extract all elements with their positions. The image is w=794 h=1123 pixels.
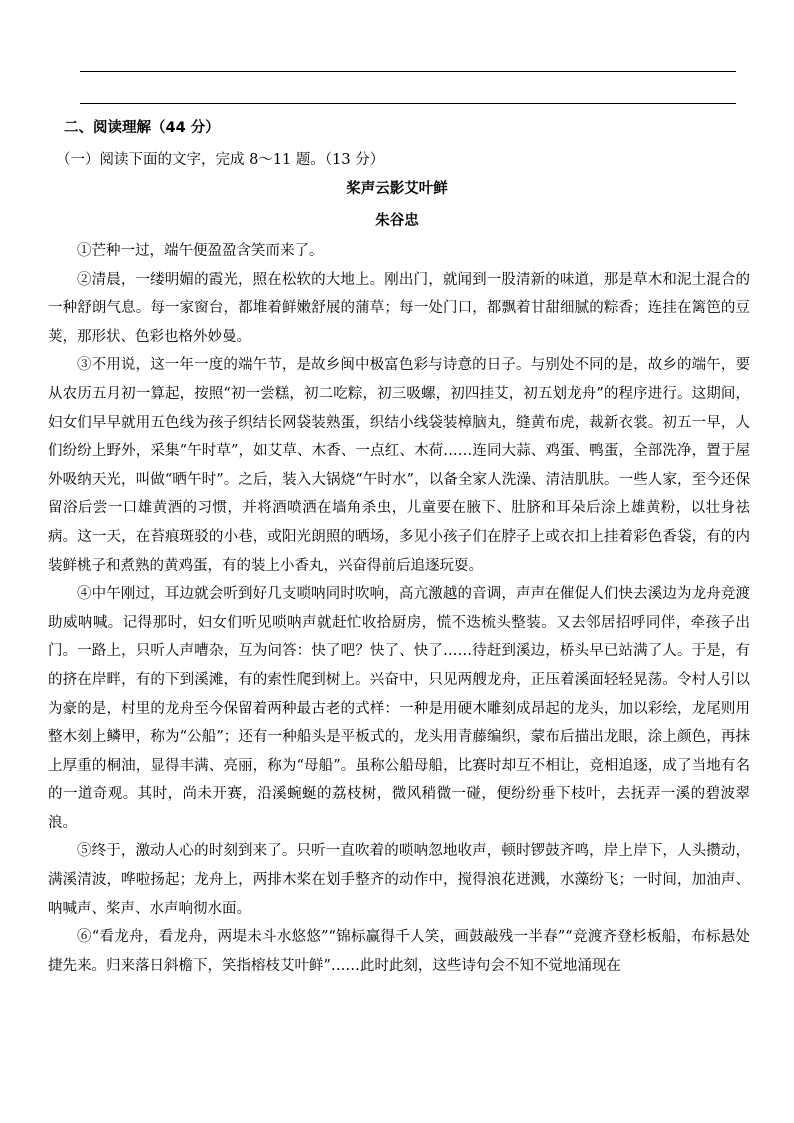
paragraph-5: ⑤终于，激动人心的时刻到来了。只听一直吹着的唢呐忽地收声，顿时锣鼓齐鸣，岸上岸下，人头攒动，满溪清波，哗啦扬起；龙舟上，两排木桨在划手整齐的动作中，搅得浪花迸溅，水藻纷飞；一时间，加油声、呐喊声、桨声、水声响彻水面。 bbox=[48, 843, 750, 917]
sub-heading: （一）阅读下面的文字，完成 8～11 题。（13 分） bbox=[56, 152, 385, 168]
answer-line-2 bbox=[80, 103, 736, 104]
paragraph-1: ①芒种一过，端午便盈盈含笑而来了。 bbox=[77, 243, 324, 259]
paragraph-6: ⑥“看龙舟，看龙舟，两堤未斗水悠悠”“锦标赢得千人笑，画鼓敲残一半春”“竞渡齐登杉板船，布标悬处捷先来。归来落日斜檐下，笑指榕枝艾叶鲜”……此时此刻，这些诗句会不知不觉地涌现在 bbox=[48, 929, 750, 974]
section-heading: 二、阅读理解（44 分） bbox=[64, 120, 220, 136]
paragraph-2: ②清晨，一缕明媚的霞光，照在松软的大地上。刚出门，就闻到一股清新的味道，那是草木和泥土混合的一种舒朗气息。每一家窗台，都堆着鲜嫩舒展的蒲草；每一处门口，都飘着甘甜细腻的粽香；连挂在篱笆的豆荚，那形状、色彩也格外妙曼。 bbox=[48, 271, 750, 345]
answer-line-1 bbox=[80, 71, 736, 72]
article-author: 朱谷忠 bbox=[375, 213, 419, 229]
paragraph-4: ④中午刚过，耳边就会听到好几支唢呐同时吹响，高亢激越的音调，声声在催促人们快去溪边为龙舟竞渡助威呐喊。记得那时，妇女们听见唢呐声就赶忙收拾厨房，慌不迭梳头整装。又去邻居招呼同伴，牵孩子出门。一路上，只听人声嘈杂，互为问答：快了吧？快了、快了……待赶到溪边，桥头早已站满了人。于是，有的挤在岸畔，有的下到溪滩，有的索性爬到树上。兴奋中，只见两艘龙舟，正压着溪面轻轻晃荡。令村人引以为豪的是，村里的龙舟至今保留着两种最古老的式样：一种是用硬木雕刻成昂起的龙头，加以彩绘，龙尾则用整木刻上鳞甲，称为“公船”；还有一种船头是平板式的，龙头用青藤编织，蒙布后描出龙眼，涂上颜色，再抹上厚重的桐油，显得丰满、亮丽，称为“母船”。虽称公船母船，比赛时却互不相让，竞相追逐，成了当地有名的一道奇观。其时，尚未开赛，沿溪蜿蜒的荔枝树，微风稍微一碰，便纷纷垂下枝叶，去抚弄一溪的碧波翠浪。 bbox=[48, 586, 750, 831]
paragraph-3: ③不用说，这一年一度的端午节，是故乡闽中极富色彩与诗意的日子。与别处不同的是，故乡的端午，要从农历五月初一算起，按照“初一尝糕，初二吃粽，初三吸螺，初四挂艾，初五划龙舟”的程序进行。这期间，妇女们早早就用五色线为孩子织结长网袋装熟蛋，织结小线袋装樟脑丸，缝黄布虎，裁新衣裳。初五一早，人们纷纷上野外，采集“午时草”，如艾草、木香、一点红、木荷……连同大蒜、鸡蛋、鸭蛋，全部洗净，置于屋外吸纳天光，叫做“晒午时”。之后，装入大锅烧“午时水”，以备全家人洗澡、清洁肌肤。一些人家，至今还保留浴后尝一口雄黄酒的习惯，并将酒喷洒在墙角杀虫，儿童要在腋下、肚脐和耳朵后涂上雄黄粉，以壮身祛病。这一天，在苔痕斑驳的小巷，或阳光朗照的晒场，多见小孩子们在脖子上或衣扣上挂着彩色香袋，有的内装鲜桃子和煮熟的黄鸡蛋，有的装上小香丸，兴奋得前后追逐玩耍。 bbox=[48, 357, 750, 574]
article-body bbox=[48, 237, 750, 980]
article-title: 桨声云影艾叶鲜 bbox=[346, 181, 448, 197]
